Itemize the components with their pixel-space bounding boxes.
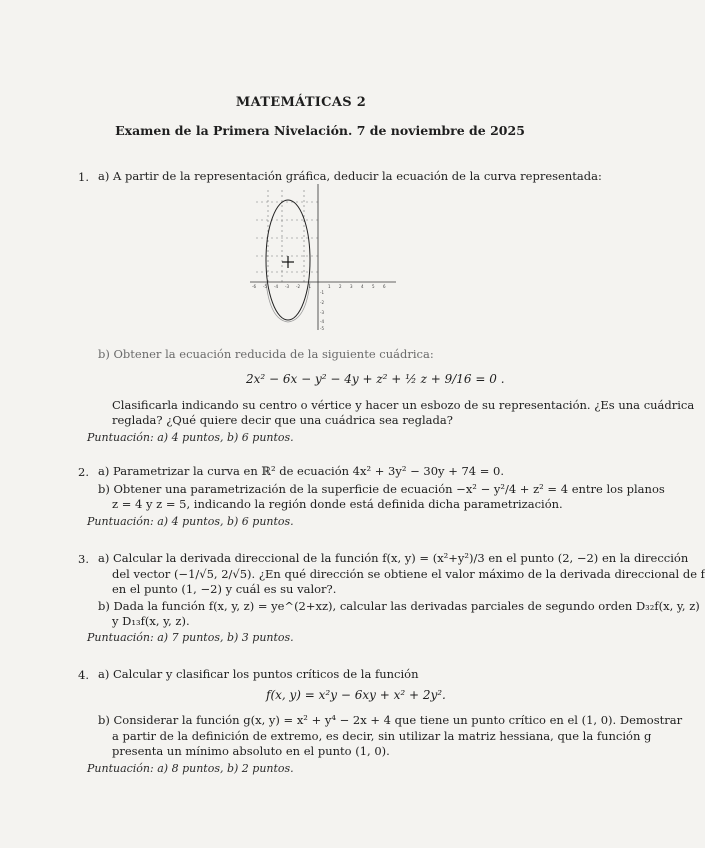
problem-4-score: Puntuación: a) 8 puntos, b) 2 puntos. [87, 762, 294, 775]
ellipse-graph [248, 182, 398, 332]
y-tick-label: -3 [320, 310, 324, 315]
problem-1b-text-line2: reglada? ¿Qué quiere decir que una cuádrica sea reglada? [112, 413, 453, 427]
y-tick-label: -2 [320, 300, 324, 305]
problem-1a-text: a) A partir de la representación gráfica, deducir la ecuación de la curva representada: [98, 169, 602, 183]
problem-2-number: 2. [78, 465, 89, 479]
problem-4a-text: a) Calcular y clasificar los puntos críticos de la función [98, 667, 419, 681]
problem-1b-formula: 2x² − 6x − y² − 4y + z² + ½ z + 9/16 = 0 . [246, 372, 505, 386]
problem-4b-text-line1: b) Considerar la función g(x, y) = x² + y⁴ − 2x + 4 que tiene un punto crítico en el (1, 0). Demostrar [98, 713, 683, 727]
x-tick-label: -2 [296, 284, 300, 289]
x-tick-label: -4 [274, 284, 278, 289]
x-tick-label: 6 [383, 284, 386, 289]
problem-3b-text-line1: b) Dada la función f(x, y, z) = ye^(2+xz), calcular las derivadas parciales de segundo orden D₃₂f(x, y, z) [98, 599, 700, 613]
x-tick-label: -1 [307, 284, 311, 289]
x-tick-label: 2 [339, 284, 342, 289]
exam-title: MATEMÁTICAS 2 [235, 95, 367, 110]
x-tick-label: 5 [372, 284, 375, 289]
y-tick-label: -4 [320, 319, 324, 324]
problem-4a-formula: f(x, y) = x²y − 6xy + x² + 2y². [266, 688, 446, 702]
x-tick-label: -5 [263, 284, 267, 289]
problem-1-number: 1. [78, 170, 89, 184]
problem-3-number: 3. [78, 552, 89, 566]
problem-3a-text-line1: a) Calcular la derivada direccional de la función f(x, y) = (x²+y²)/3 en el punto (2, −2) en la dirección [98, 551, 689, 565]
problem-2b-text-line2: z = 4 y z = 5, indicando la región donde está definida dicha parametrización. [112, 497, 563, 511]
x-tick-label: -6 [252, 284, 256, 289]
problem-2a-text: a) Parametrizar la curva en ℝ² de ecuación 4x² + 3y² − 30y + 74 = 0. [98, 464, 505, 478]
problem-1b-text: b) Obtener la ecuación reducida de la siguiente cuádrica: [98, 347, 434, 361]
exam-subtitle: Examen de la Primera Nivelación. 7 de noviembre de 2025 [115, 123, 525, 138]
problem-4-number: 4. [78, 668, 89, 682]
problem-3a-text-line2: del vector (−1/√5, 2/√5). ¿En qué dirección se obtiene el valor máximo de la derivada direccional de f [112, 567, 705, 581]
x-tick-label: 1 [328, 284, 331, 289]
x-tick-label: -3 [285, 284, 289, 289]
problem-4b-text-line2: a partir de la definición de extremo, es decir, sin utilizar la matriz hessiana, que la función g [112, 729, 652, 743]
problem-3a-text-line3: en el punto (1, −2) y cuál es su valor?. [112, 582, 337, 596]
problem-2-score: Puntuación: a) 4 puntos, b) 6 puntos. [87, 515, 294, 528]
y-tick-label: -5 [320, 326, 324, 331]
problem-1b-text-line1: Clasificarla indicando su centro o vértice y hacer un esbozo de su representación. ¿Es una cuádrica [112, 398, 695, 412]
problem-4b-text-line3: presenta un mínimo absoluto en el punto (1, 0). [112, 744, 390, 758]
problem-2b-text-line1: b) Obtener una parametrización de la superficie de ecuación −x² − y²/4 + z² = 4 entre los planos [98, 482, 665, 496]
problem-1-score: Puntuación: a) 4 puntos, b) 6 puntos. [87, 431, 294, 444]
problem-3b-text-line2: y D₁₃f(x, y, z). [112, 614, 190, 628]
x-tick-label: 4 [361, 284, 364, 289]
x-tick-label: 3 [350, 284, 353, 289]
problem-3-score: Puntuación: a) 7 puntos, b) 3 puntos. [87, 631, 294, 644]
y-tick-label: -1 [320, 290, 324, 295]
